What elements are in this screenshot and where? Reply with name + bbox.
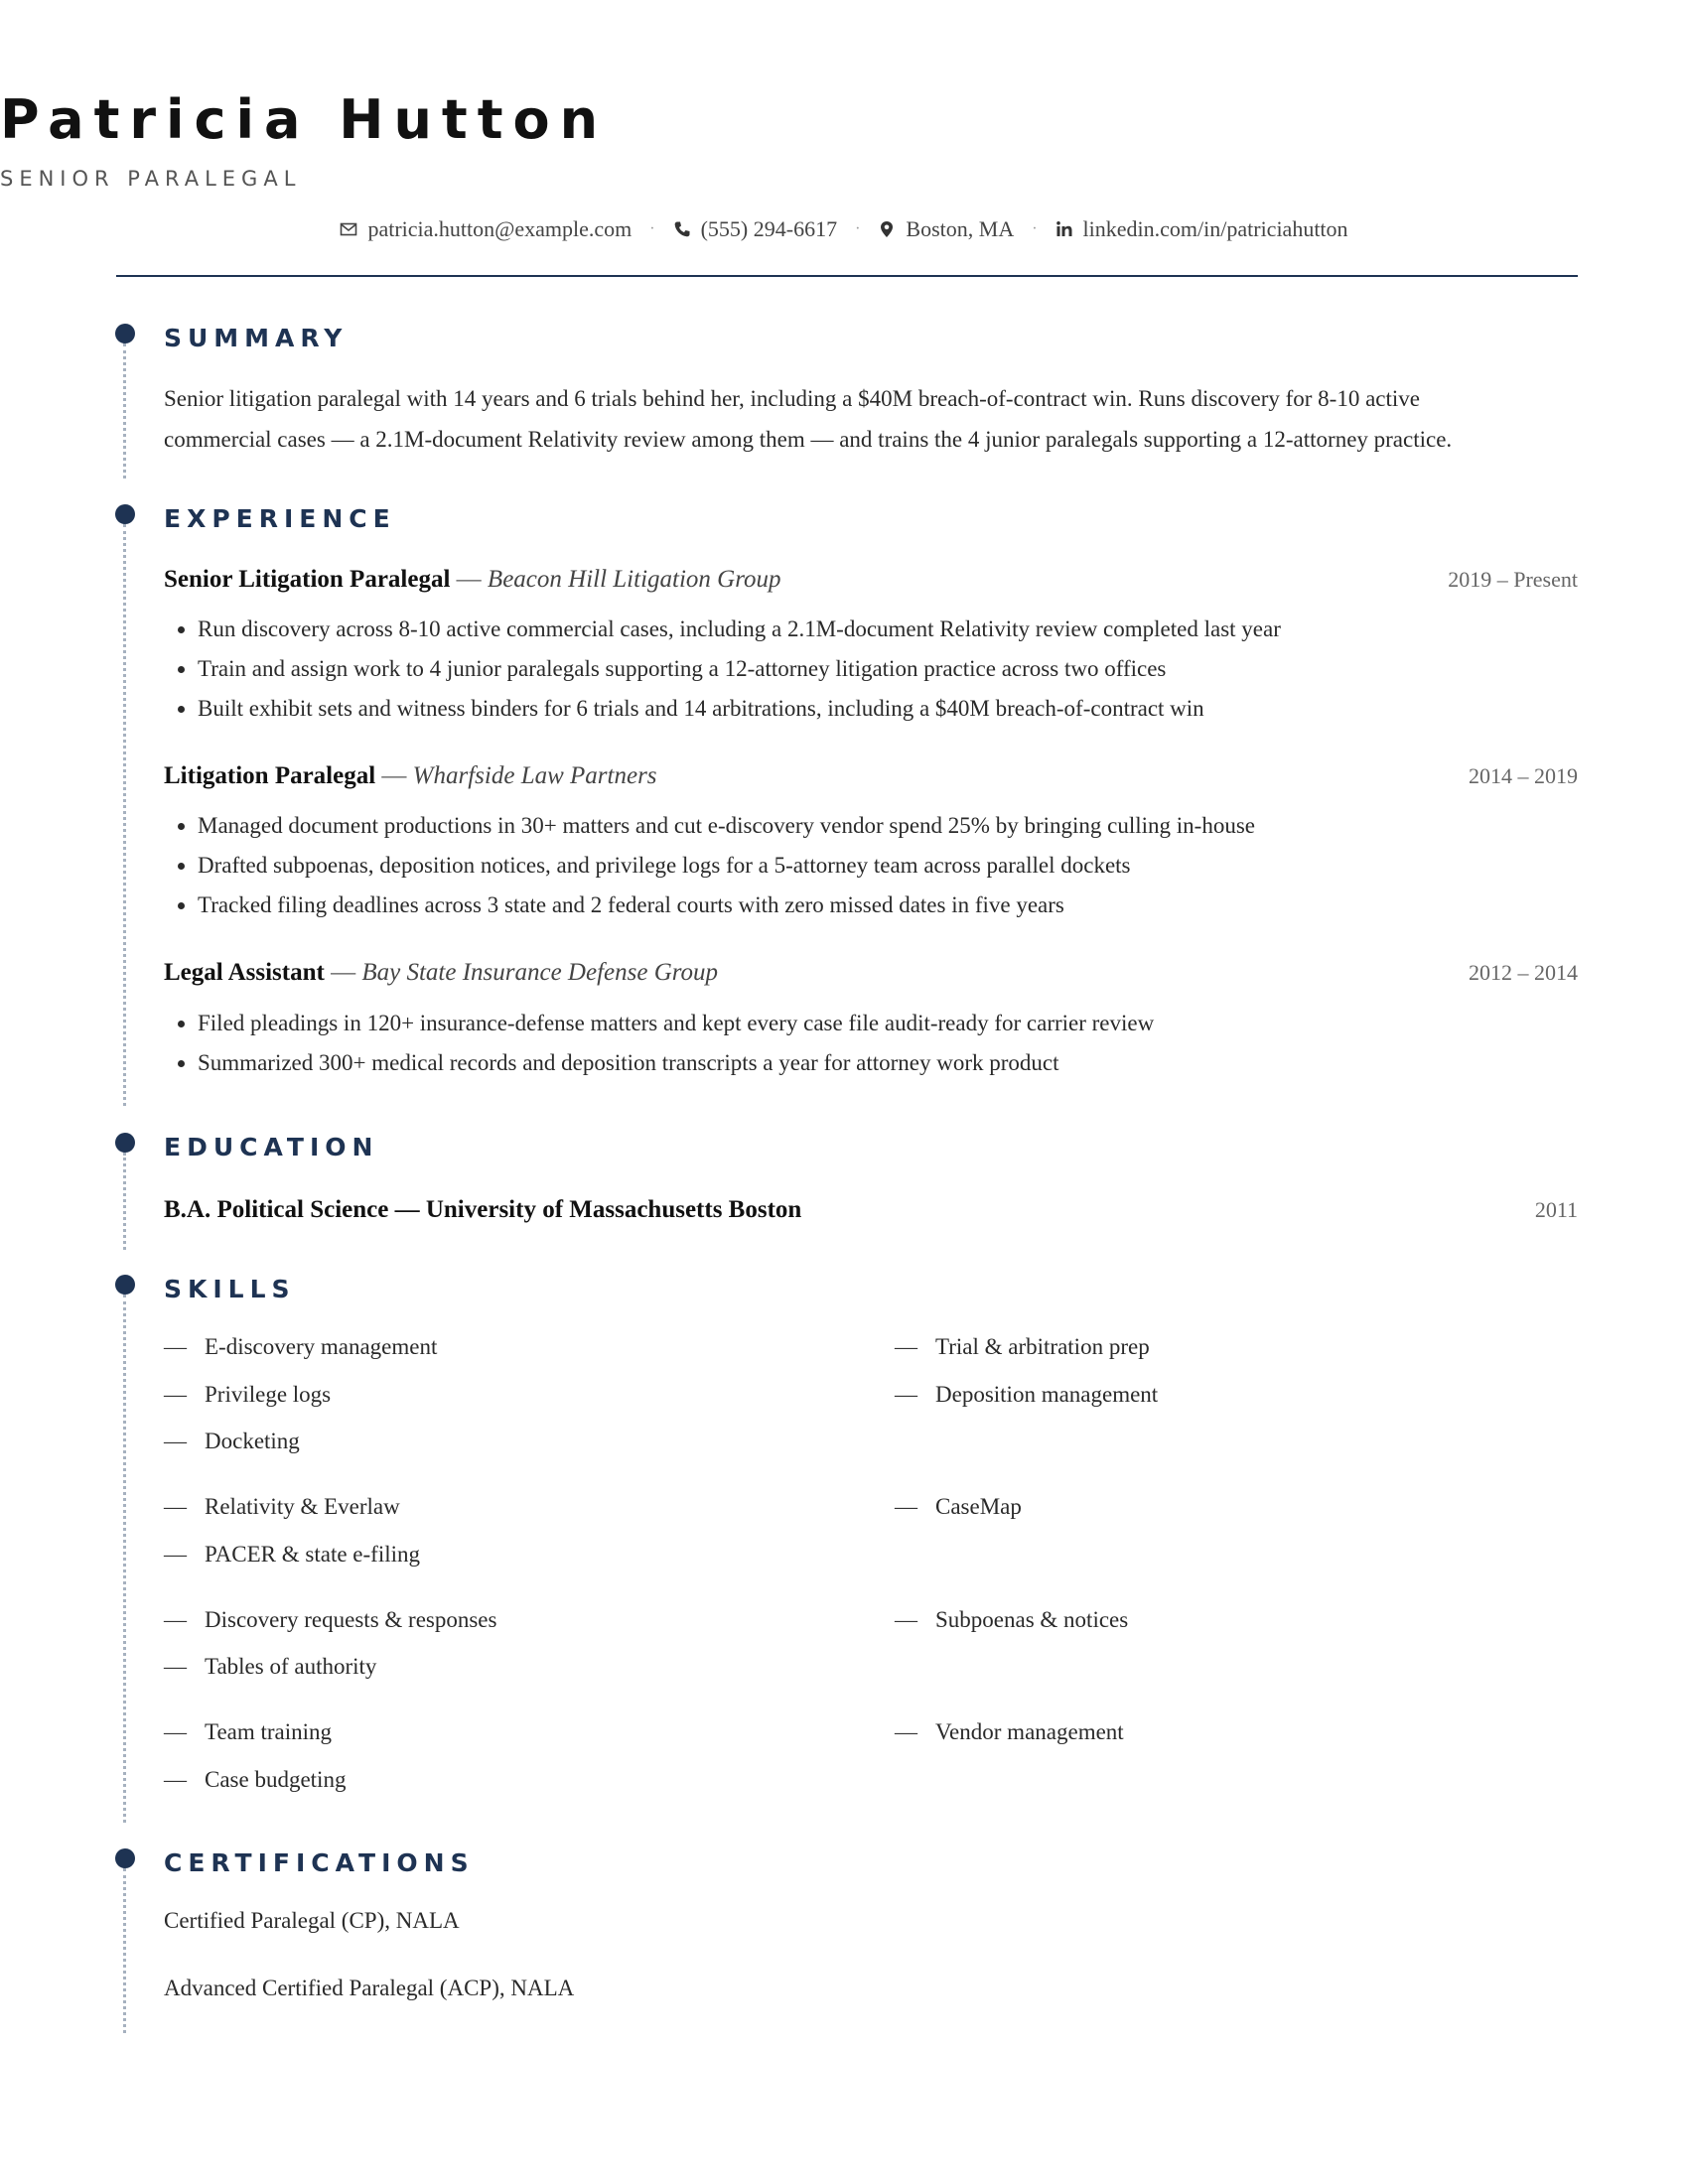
linkedin-text: linkedin.com/in/patriciahutton	[1082, 216, 1348, 241]
phone-text: (555) 294-6617	[700, 216, 838, 241]
timeline-line	[123, 524, 126, 1106]
bullet-item: • Drafted subpoenas, deposition notices, and privilege logs for a 5-attorney team across parallel dockets	[198, 846, 1584, 886]
contact-separator: ·	[855, 220, 861, 237]
job-dates: 2014 – 2019	[1469, 763, 1578, 788]
section-marker	[115, 1848, 135, 1868]
education-entry	[164, 1193, 1578, 1227]
job-dash: —	[450, 566, 488, 593]
timeline-line	[123, 1868, 126, 2033]
job-entry	[164, 759, 1578, 793]
education-heading: EDUCATION	[164, 1133, 379, 1161]
graduation-year: 2011	[1534, 1197, 1578, 1222]
job-entry	[164, 956, 1578, 990]
section-marker	[115, 1275, 135, 1295]
skill-item: — Docketing	[164, 1429, 300, 1453]
bullet-item: • Train and assign work to 4 junior paralegals supporting a 12-attorney litigation practice across two offices	[198, 649, 1584, 689]
skill-item: — Relativity & Everlaw	[164, 1494, 400, 1519]
certification-item: Advanced Certified Paralegal (ACP), NALA	[164, 1976, 575, 2000]
job-company: Bay State Insurance Defense Group	[361, 959, 719, 986]
job-company: Wharfside Law Partners	[412, 762, 657, 789]
job-bullets	[164, 610, 1584, 729]
skill-item: — Discovery requests & responses	[164, 1607, 497, 1632]
candidate-name: Patricia Hutton	[0, 88, 609, 151]
section-marker	[115, 324, 135, 343]
job-company: Beacon Hill Litigation Group	[487, 566, 781, 593]
bullet-item: • Tracked filing deadlines across 3 state and 2 federal courts with zero missed dates in five years	[198, 886, 1584, 925]
job-dash: —	[324, 959, 362, 986]
section-marker	[115, 1133, 135, 1153]
skill-item: — E-discovery management	[164, 1334, 438, 1359]
timeline-line	[123, 1153, 126, 1250]
job-role: Litigation Paralegal	[164, 762, 376, 789]
bullet-item: • Filed pleadings in 120+ insurance-defense matters and kept every case file audit-ready for carrier review	[198, 1004, 1584, 1043]
timeline-line	[123, 343, 126, 478]
contact-email[interactable]	[340, 214, 632, 244]
location-pin-icon	[878, 220, 896, 238]
envelope-icon	[340, 220, 357, 238]
job-role: Senior Litigation Paralegal	[164, 566, 451, 593]
job-bullets	[164, 806, 1584, 925]
bullet-item: • Summarized 300+ medical records and deposition transcripts a year for attorney work product	[198, 1043, 1584, 1083]
job-role: Legal Assistant	[164, 959, 325, 986]
job-dates: 2012 – 2014	[1469, 960, 1578, 985]
contact-location	[878, 214, 1014, 244]
contact-bar	[0, 214, 1688, 244]
summary-heading: SUMMARY	[164, 324, 349, 352]
contact-linkedin[interactable]	[1055, 214, 1348, 244]
contact-separator: ·	[649, 220, 655, 237]
contact-phone[interactable]	[673, 214, 837, 244]
skills-heading: SKILLS	[164, 1275, 296, 1303]
certifications-heading: CERTIFICATIONS	[164, 1848, 475, 1877]
skill-item: — Privilege logs	[164, 1382, 332, 1407]
contact-separator: ·	[1032, 220, 1038, 237]
summary-text	[164, 378, 1584, 460]
skill-item: — PACER & state e-filing	[164, 1542, 421, 1567]
experience-heading: EXPERIENCE	[164, 504, 396, 533]
degree-text: B.A. Political Science — University of Massachusetts Boston	[164, 1196, 802, 1223]
header-divider	[116, 275, 1578, 277]
certification-item: Certified Paralegal (CP), NALA	[164, 1908, 460, 1933]
skill-item: — Team training	[164, 1719, 333, 1744]
job-dash: —	[375, 762, 413, 789]
summary-line: commercial cases — a 2.1M-document Relativity review among them — and trains the 4 junior paralegals supporting a 12-attorney practice.	[164, 427, 1453, 452]
job-entry	[164, 563, 1578, 597]
job-bullets	[164, 1004, 1584, 1083]
bullet-item: • Run discovery across 8-10 active commercial cases, including a 2.1M-document Relativity review completed last year	[198, 610, 1584, 649]
skill-item: — Case budgeting	[164, 1767, 347, 1792]
summary-line: Senior litigation paralegal with 14 years and 6 trials behind her, including a $40M breach-of-contract win. Runs discovery for 8-10 active	[164, 386, 1420, 411]
section-marker	[115, 504, 135, 524]
bullet-item: • Managed document productions in 30+ matters and cut e-discovery vendor spend 25% by bringing culling in-house	[198, 806, 1584, 846]
skill-item: — Deposition management	[895, 1382, 1159, 1407]
email-text: patricia.hutton@example.com	[367, 216, 633, 241]
skill-item: — Subpoenas & notices	[895, 1607, 1129, 1632]
location-text: Boston, MA	[906, 216, 1015, 241]
bullet-item: • Built exhibit sets and witness binders for 6 trials and 14 arbitrations, including a $40M breach-of-contract win	[198, 689, 1584, 729]
skill-item: — Tables of authority	[164, 1654, 377, 1679]
job-dates: 2019 – Present	[1448, 567, 1578, 592]
linkedin-icon	[1055, 220, 1073, 238]
job-title: SENIOR PARALEGAL	[0, 167, 302, 191]
timeline-line	[123, 1295, 126, 1823]
skill-item: — CaseMap	[895, 1494, 1022, 1519]
phone-icon	[673, 220, 691, 238]
skill-item: — Vendor management	[895, 1719, 1124, 1744]
skill-item: — Trial & arbitration prep	[895, 1334, 1150, 1359]
